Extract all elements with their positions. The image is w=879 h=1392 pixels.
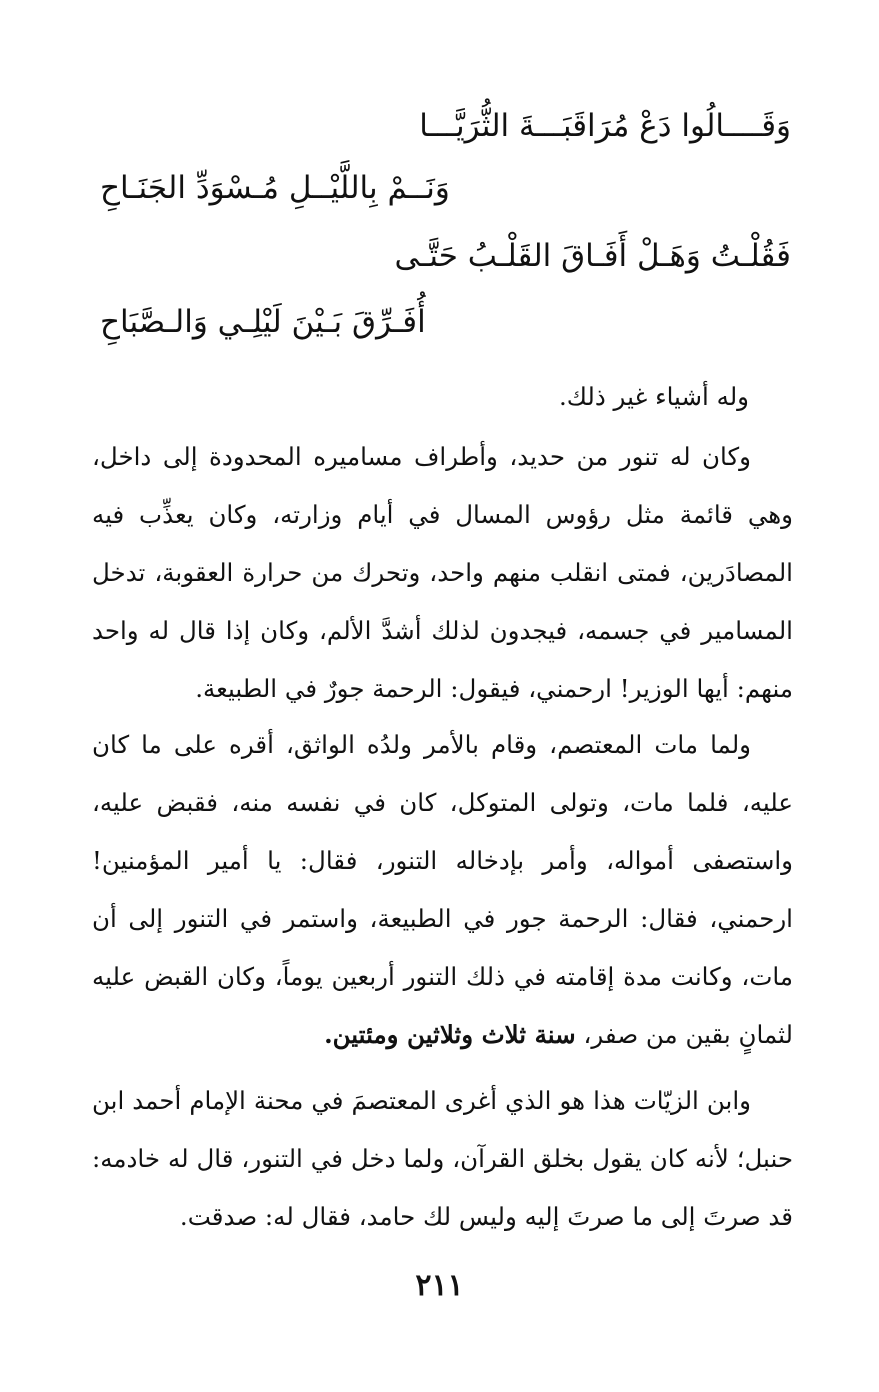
paragraph-death-of-mutasim — [92, 716, 793, 1064]
poem-verse-3: فَقُلْـتُ وَهَـلْ أَفَـاقَ القَلْـبُ حَتَّـى — [394, 238, 791, 274]
paragraph-other-things: وله أشياء غير ذلك. — [558, 382, 749, 411]
paragraph-iron-oven: وكان له تنور من حديد، وأطراف مساميره المحدودة إلى داخل، وهي قائمة مثل رؤوس المسال في أيام وزارته، وكان يعذِّب فيه المصادَرين، فمتى انقلب منهم واحد، وتحرك من حرارة العقوبة، تدخل المسامير في جسمه، فيجدون لذلك أشدَّ الألم، وكان إذا قال له واحد منهم: أيها الوزير! ارحمني، فيقول: الرحمة جورٌ في الطبيعة. — [92, 442, 793, 703]
poem-verse-2: وَنَــمْ بِاللَّيْــلِ مُـسْوَدِّ الجَنَـاحِ — [100, 170, 450, 206]
page-number: ٢١١ — [415, 1268, 464, 1303]
paragraph-death-year: سنة ثلاث وثلاثين ومئتين. — [324, 1020, 576, 1049]
paragraph-death-text: ولما مات المعتصم، وقام بالأمر ولدُه الواثق، أقره على ما كان عليه، فلما مات، وتولى المتوكل، كان في نفسه منه، فقبض عليه، واستصفى أمواله، وأمر بإدخاله التنور، فقال: يا أمير المؤمنين! ارحمني، فقال: الرحمة جور في الطبيعة، واستمر في التنور إلى أن مات، وكانت مدة إقامته في ذلك التنور أربعين يوماً، وكان القبض عليه لثمانٍ بقين من صفر، — [92, 730, 793, 1049]
poem-verse-4: أُفَـرِّقَ بَـيْنَ لَيْلِـي وَالـصَّبَاحِ — [100, 304, 426, 340]
poem-verse-1: وَقَــــالُوا دَعْ مُرَاقَبَـــةَ الثُّرَيَّـــا — [419, 108, 791, 144]
paragraph-ibn-zayyat: وابن الزيّات هذا هو الذي أغرى المعتصمَ في محنة الإمام أحمد ابن حنبل؛ لأنه كان يقول بخلق القرآن، ولما دخل في التنور، قال له خادمه: قد صرتَ إلى ما صرتَ إليه وليس لك حامد، فقال له: صدقت. — [92, 1086, 793, 1231]
